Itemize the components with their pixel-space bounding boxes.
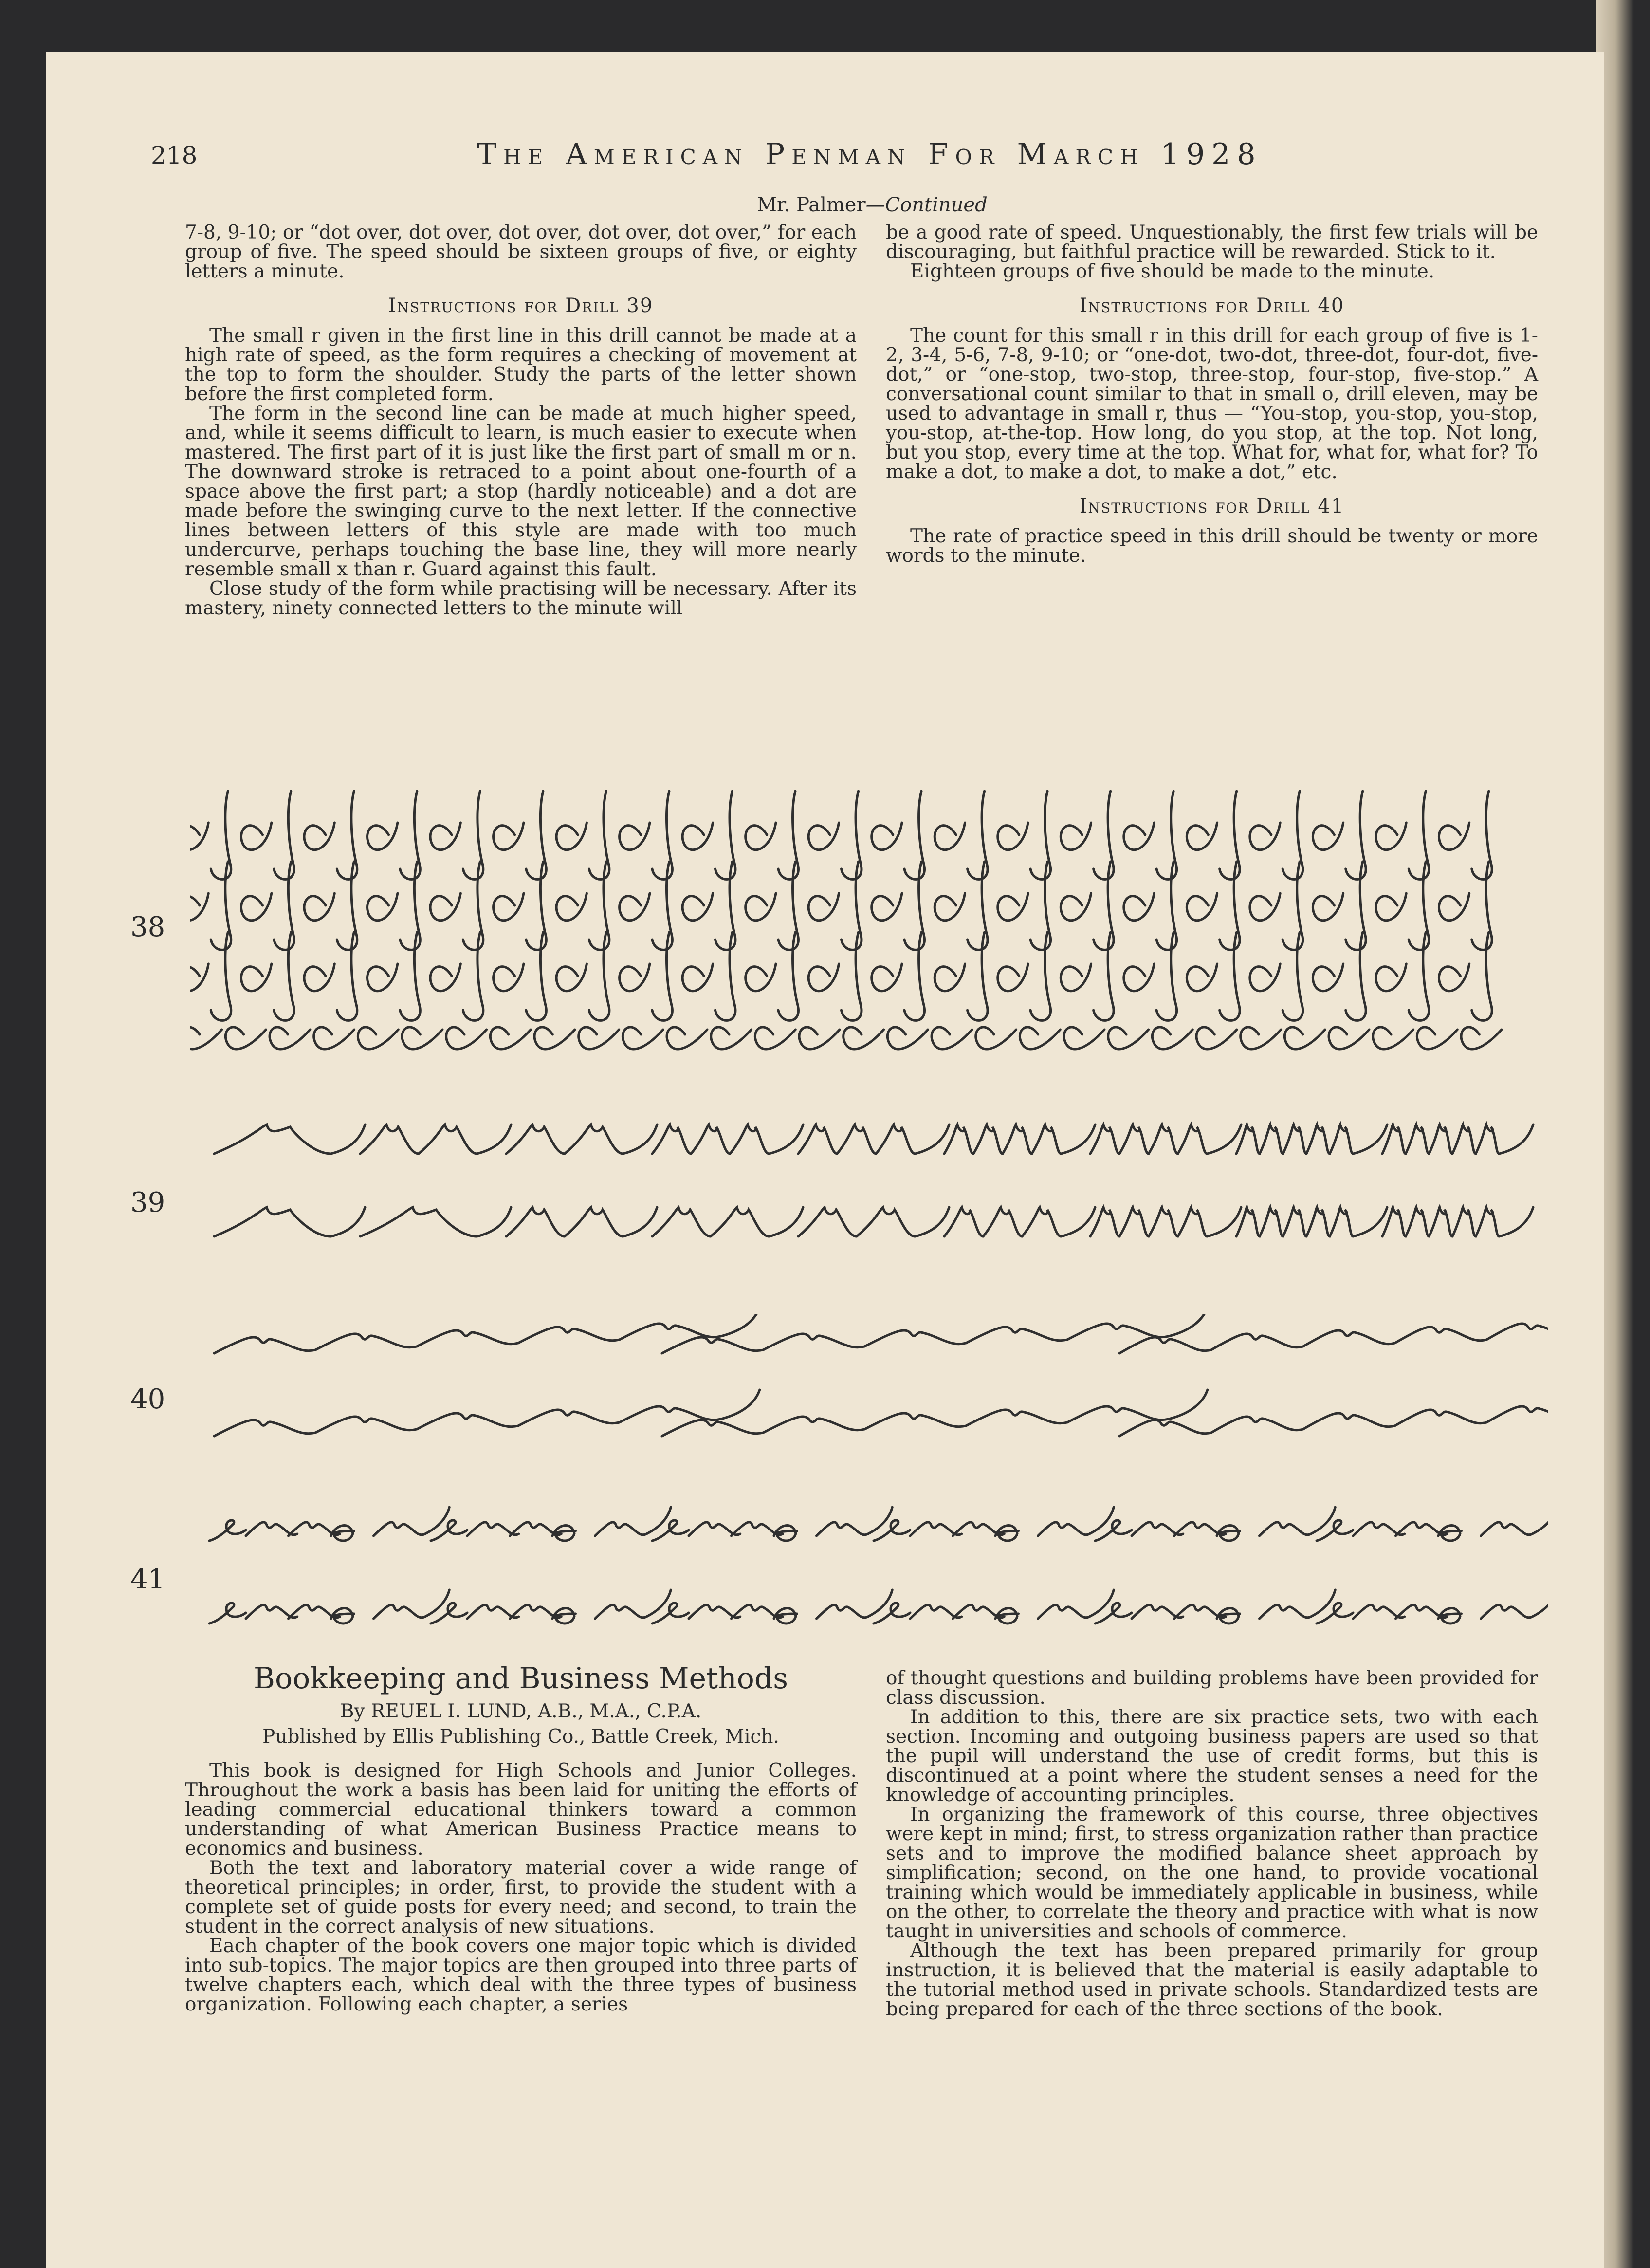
article-paragraph: be a good rate of speed. Unquestionably, the first few trials will be discouraging, but faithful practice will be rewarded. Stick to it.	[886, 221, 1538, 263]
page-number: 218	[151, 141, 198, 169]
review-left-body	[185, 1761, 857, 2014]
review-paragraph: This book is designed for High Schools and Junior Colleges. Throughout the work a basis has been laid for uniting the efforts of leading commercial educational thinkers toward a common understanding of what American Business Practice means to economics and business.	[185, 1760, 857, 1860]
drill-label-40: 40	[130, 1383, 165, 1415]
review-paragraph: Although the text has been prepared primarily for group instruction, it is believed that the material is easily adaptable to the tutorial method used in private schools. Standardized tests are being prepared for each of the three sections of the book.	[886, 1940, 1538, 2020]
book-spine-shadow	[1596, 0, 1650, 2268]
review-paragraph: Each chapter of the book covers one major topic which is divided into sub-topics. The major topics are then grouped into three parts of twelve chapters each, which deal with the three types of business organization. Following each chapter, a series	[185, 1935, 857, 2015]
drill-40-stroke	[214, 1314, 1548, 1436]
running-title: The American Penman For March 1928	[477, 137, 1263, 171]
drill-38-cursive-exercise	[190, 786, 1548, 1083]
drill-label-38: 38	[130, 911, 165, 943]
review-byline: By REUEL I. LUND, A.B., M.A., C.P.A.	[340, 1700, 702, 1722]
drill-39-small-r-exercise	[204, 1120, 1548, 1256]
drill-40-small-r-exercise	[204, 1314, 1548, 1456]
drill-instructions-heading: Instructions for Drill 41	[1079, 495, 1345, 517]
article-left-column	[185, 223, 857, 618]
drill-instructions-heading: Instructions for Drill 39	[388, 295, 654, 317]
review-title: Bookkeeping and Business Methods	[253, 1661, 788, 1696]
drill-38-row-stroke	[190, 862, 1492, 950]
article-paragraph: The rate of practice speed in this drill should be twenty or more words to the minute.	[886, 525, 1538, 567]
drill-instructions-heading: Instructions for Drill 40	[1079, 295, 1345, 317]
review-publisher: Published by Ellis Publishing Co., Battle Creek, Mich.	[262, 1726, 779, 1748]
drill-39-stroke	[214, 1125, 1533, 1236]
article-paragraph: 7-8, 9-10; or “dot over, dot over, dot over, dot over, dot over,” for each group of five. The speed should be sixteen groups of five, or eighty letters a minute.	[185, 221, 857, 282]
drill-label-39: 39	[130, 1187, 165, 1218]
article-paragraph: The small r given in the first line in this drill cannot be made at a high rate of speed, as the form requires a checking of movement at the top to form the shoulder. Study the parts of the letter shown before the first completed form.	[185, 325, 857, 405]
article-paragraph: Eighteen groups of five should be made to the minute.	[910, 260, 1435, 282]
review-left-column	[185, 1661, 857, 2015]
drill-41-stroke	[209, 1507, 1548, 1623]
review-paragraph: In organizing the framework of this course, three objectives were kept in mind; first, to stress organization rather than practice sets and to improve the modified balance sheet approach by simplification; second, on the one hand, to provide vocational training which would be immediately applicable in business, while on the other, to correlate the theory and practice with what is now taught in universities and schools of commerce.	[886, 1804, 1538, 1942]
article-right-column	[886, 223, 1538, 566]
drill-38-row-stroke	[190, 791, 1492, 879]
drill-41-error-word-exercise	[204, 1499, 1548, 1641]
review-paragraph: In addition to this, there are six practice sets, two with each section. Incoming and outgoing business papers are used so that the pupil will understand the use of credit forms, but this is discontinued at a point where the student senses a need for the knowledge of accounting principles.	[886, 1706, 1538, 1806]
drill-label-41: 41	[130, 1564, 165, 1595]
article-paragraph: The form in the second line can be made at much higher speed, and, while it seems difficult to learn, is much easier to execute when mastered. The first part of it is just like the first part of small m or n. The downward stroke is retraced to a point about one-fourth of a space above the first part; a stop (hardly noticeable) and a dot are made before the swinging curve to the next letter. If the connective lines between letters of this style are made with too much undercurve, perhaps touching the base line, they will more nearly resemble small x than r. Guard against this fault.	[185, 403, 857, 580]
review-right-column	[886, 1669, 1538, 2019]
continued-heading: Mr. Palmer—Continued	[757, 194, 988, 216]
article-paragraph: Close study of the form while practising will be necessary. After its mastery, ninety connected letters to the minute will	[185, 578, 857, 619]
review-paragraph: Both the text and laboratory material cover a wide range of theoretical principles; in order, first, to provide the student with a complete set of guide posts for every need; and second, to train the student in the correct analysis of new situations.	[185, 1857, 857, 1937]
drill-38-row-stroke	[190, 1027, 1502, 1049]
article-paragraph: The count for this small r in this drill for each group of five is 1-2, 3-4, 5-6, 7-8, 9-10; or “one-dot, two-dot, three-dot, four-dot, five-dot,” or “one-stop, two-stop, three-stop, four-stop, five-stop.” A conversational count similar to that in small o, drill eleven, may be used to advantage in small r, thus — “You-stop, you-stop, you-stop, you-stop, at-the-top. How long, do you stop, at the top. Not long, but you stop, every time at the top. What for, what for, what for? To make a dot, to make a dot, to make a dot,” etc.	[886, 325, 1538, 483]
review-paragraph: of thought questions and building problems have been provided for class discussion.	[886, 1667, 1538, 1709]
drill-38-row-stroke	[190, 932, 1492, 1020]
